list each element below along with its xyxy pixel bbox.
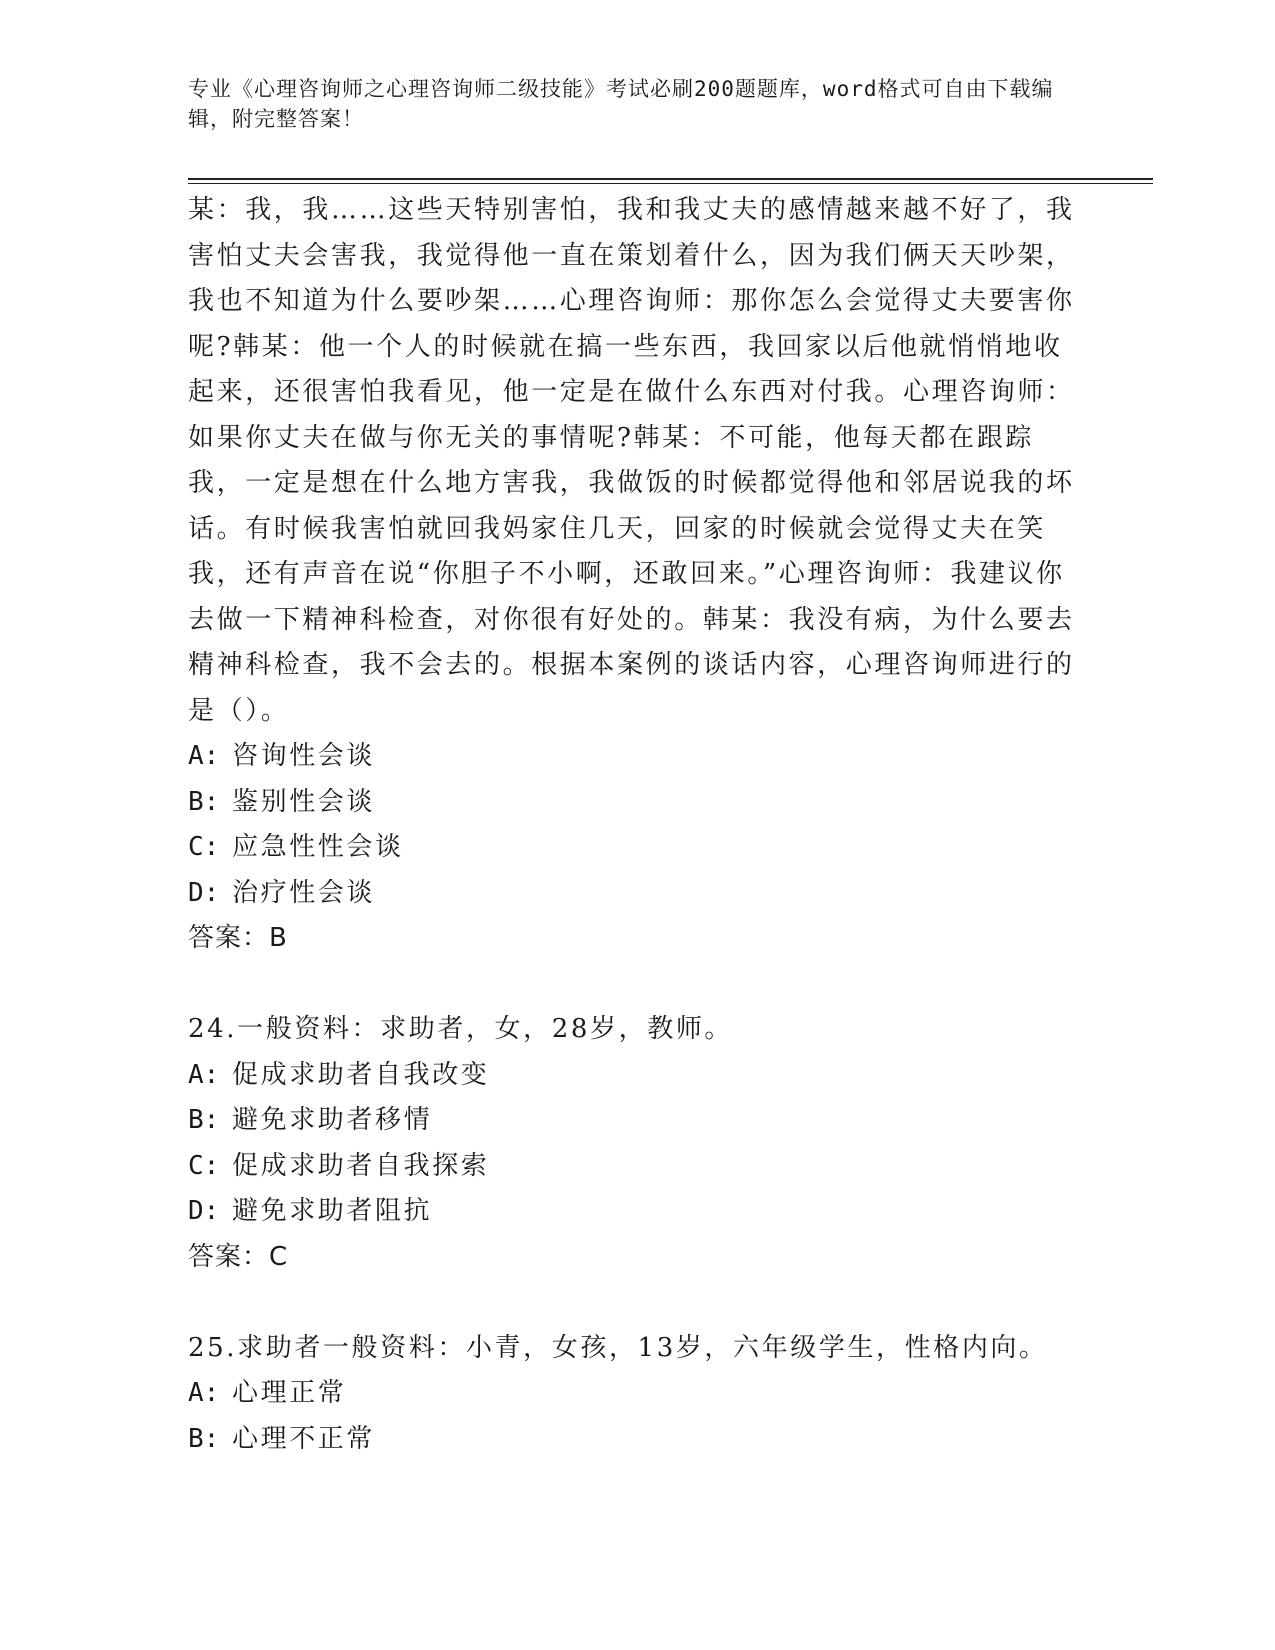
option-key: B: [188,1423,220,1454]
option-c [188,825,1088,871]
spacer [188,1280,1088,1326]
header-rule-thin [188,183,1153,184]
option-b [188,1098,1088,1144]
option-text: 促成求助者自我改变 [232,1059,490,1090]
option-key: B: [188,786,220,817]
option-b [188,780,1088,826]
option-key: D: [188,877,220,908]
option-text: 咨询性会谈 [232,741,376,771]
option-text: 避免求助者阻抗 [232,1196,433,1226]
option-text: 应急性性会谈 [232,832,404,862]
option-text: 避免求助者移情 [232,1105,433,1135]
option-key: A: [188,1059,220,1090]
option-a [188,1371,1088,1417]
question-stem: 某：我，我……这些天特别害怕，我和我丈夫的感情越来越不好了，我害怕丈夫会害我，我觉得他一直在策划着什么，因为我们俩天天吵架，我也不知道为什么要吵架……心理咨询师：那你怎么会觉得丈夫要害你呢?韩某：他一个人的时候就在搞一些东西，我回家以后他就悄悄地收起来，还很害怕我看见，他一定是在做什么东西对付我。心理咨询师：如果你丈夫在做与你无关的事情呢?韩某：不可能，他每天都在跟踪我，一定是想在什么地方害我，我做饭的时候都觉得他和邻居说我的坏话。有时候我害怕就回我妈家住几天，回家的时候就会觉得丈夫在笑我，还有声音在说“你胆子不小啊，还敢回来。”心理咨询师：我建议你去做一下精神科检查，对你很有好处的。韩某：我没有病，为什么要去精神科检查，我不会去的。根据本案例的谈话内容，心理咨询师进行的是（）。 [188,195,1075,726]
option-b [188,1417,1088,1463]
option-d [188,871,1088,917]
question-block [188,188,1088,962]
question-stem: 25.求助者一般资料：小青，女孩，13岁，六年级学生，性格内向。 [188,1332,1048,1363]
option-key: A: [188,741,220,771]
option-key: C: [188,1150,220,1181]
document-body [188,188,1088,1462]
option-a [188,1053,1088,1099]
option-c [188,1144,1088,1190]
option-a [188,734,1088,780]
question-block [188,1007,1088,1280]
option-d [188,1189,1088,1235]
option-key: B: [188,1105,220,1135]
question-stem: 24.一般资料：求助者，女，28岁，教师。 [188,1014,734,1044]
option-key: A: [188,1378,220,1408]
option-key: D: [188,1196,220,1226]
option-text: 治疗性会谈 [232,877,376,908]
document-header: 专业《心理咨询师之心理咨询师二级技能》考试必刷200题题库，word格式可自由下载编辑，附完整答案！ [188,77,1054,131]
option-text: 心理正常 [232,1378,347,1408]
option-text: 鉴别性会谈 [232,786,376,817]
header-rule-thick [188,178,1153,180]
question-block [188,1326,1088,1463]
spacer [188,962,1088,1008]
option-text: 心理不正常 [232,1423,376,1454]
answer-line: 答案：C [188,1241,289,1272]
option-key: C: [188,832,220,862]
option-text: 促成求助者自我探索 [232,1150,490,1181]
answer-line: 答案：B [188,923,288,953]
